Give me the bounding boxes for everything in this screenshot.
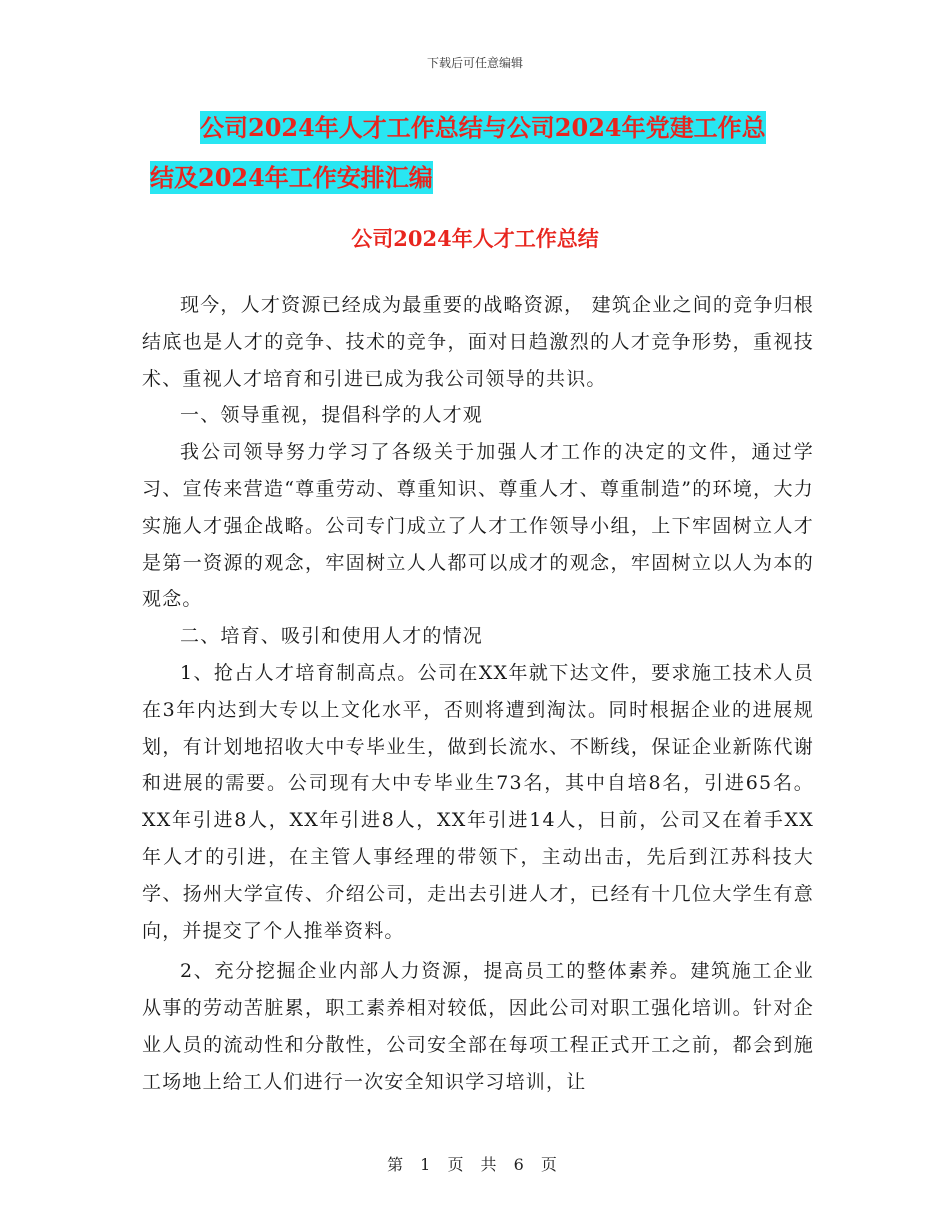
title-highlight-2: 结及2024年工作安排汇编 [150,163,433,192]
title-highlight-1: 公司2024年人才工作总结与公司2024年党建工作总 [200,113,766,142]
document-body [142,287,814,1101]
document-title-line-1 [150,103,850,153]
paragraph-point-1: 1、抢占人才培育制高点。公司在XX年就下达文件，要求施工技术人员在3年内达到大专以上文化水平，否则将遭到淘汰。同时根据企业的进展规划，有计划地招收大中专毕业生，做到长流水、不断线，保证企业新陈代谢和进展的需要。公司现有大中专毕业生73名，其中自培8名，引进65名。XX年引进8人，XX年引进8人，XX年引进14人，日前，公司又在着手XX年人才的引进，在主管人事经理的带领下，主动出击，先后到江苏科技大学、扬州大学宣传、介绍公司，走出去引进人才，已经有十几位大学生有意向，并提交了个人推举资料。 [142,661,814,942]
document-title [150,103,850,203]
page-header-note: 下载后可任意编辑 [426,56,523,70]
page-number: 第 1 页 共 6 页 [387,1155,563,1174]
paragraph-point-2: 2、充分挖掘企业内部人力资源，提高员工的整体素养。建筑施工企业从事的劳动苦脏累，职工素养相对较低，因此公司对职工强化培训。针对企业人员的流动性和分散性，公司安全部在每项工程正式开工之前，都会到施工场地上给工人们进行一次安全知识学习培训，让 [142,960,814,1093]
section-title: 公司2024年人才工作总结 [351,226,599,251]
paragraph-leadership: 我公司领导努力学习了各级关于加强人才工作的决定的文件，通过学习、宣传来营造“尊重劳动、尊重知识、尊重人才、尊重制造”的环境，大力实施人才强企战略。公司专门成立了人才工作领导小组，上下牢固树立人才是第一资源的观念，牢固树立人人都可以成才的观念，牢固树立以人为本的观念。 [142,441,814,611]
heading-leadership: 一、领导重视，提倡科学的人才观 [180,404,484,427]
heading-talent-cultivation: 二、培育、吸引和使用人才的情况 [180,625,484,648]
paragraph-intro: 现今，人才资源已经成为最重要的战略资源， 建筑企业之间的竞争归根结底也是人才的竞争、技术的竞争，面对日趋激烈的人才竞争形势，重视技术、重视人才培育和引进已成为我公司领导的共识。 [142,294,814,390]
document-title-line-2 [150,153,850,203]
